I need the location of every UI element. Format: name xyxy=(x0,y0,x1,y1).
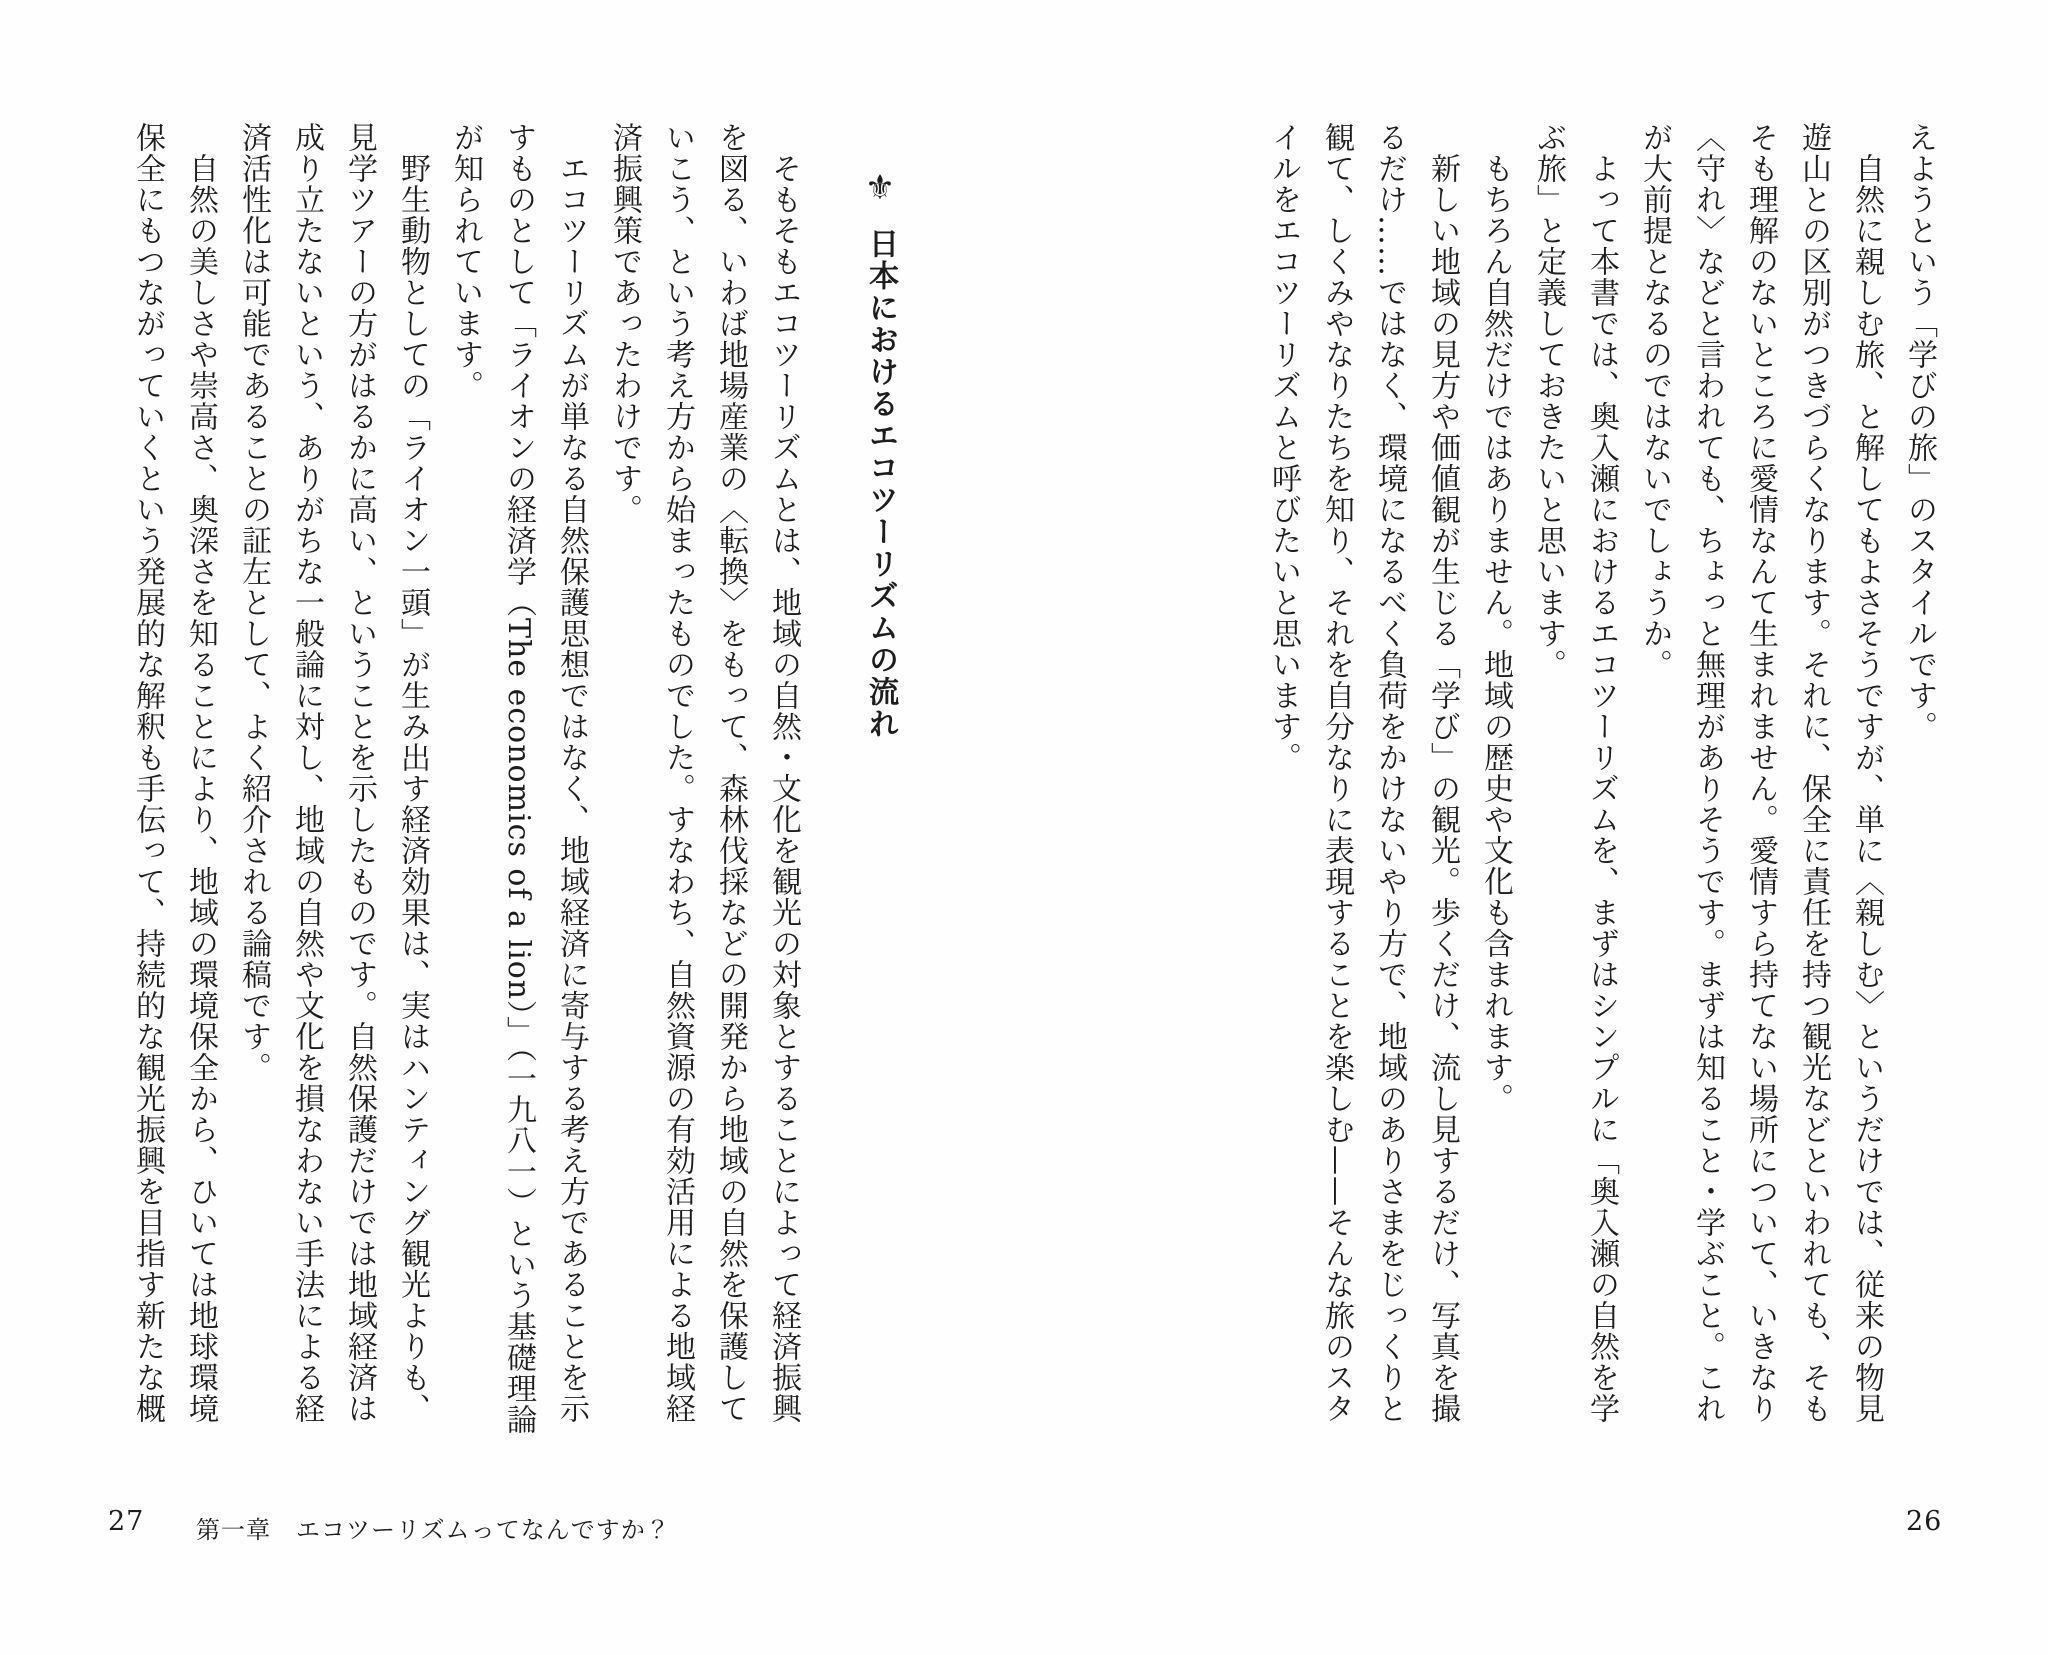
right-page-text-block xyxy=(1256,122,1946,1432)
text-line: 成り立たないという、ありがちな一般論に対し、地域の自然や文化を損なわない手法による経 xyxy=(289,122,324,1424)
text-line: が大前提となるのではないでしょうか。 xyxy=(1637,122,1672,680)
text-line: 自然の美しさや崇高さ、奥深さを知ることにより、地域の環境保全から、ひいては地球環境 xyxy=(183,122,218,1424)
text-line: 保全にもつながっていくという発展的な解釈も手伝って、持続的な観光振興を目指す新たな概 xyxy=(130,122,165,1424)
text-line: もちろん自然だけではありません。地域の歴史や文化も含まれます。 xyxy=(1478,122,1513,1114)
text-line: ぶ旅」と定義しておきたいと思います。 xyxy=(1531,122,1566,680)
page-number-right: 26 xyxy=(1906,1506,1943,1537)
text-line: 済活性化は可能であることの証左として、よく紹介される論稿です。 xyxy=(236,122,271,1083)
text-line: 野生動物としての「ライオン一頭」が生み出す経済効果は、実はハンティング観光よりも、 xyxy=(395,122,430,1424)
text-line: すものとして「ライオンの経済学（The economics of a lion）」（一九八一）という基礎理論 xyxy=(501,122,536,1436)
text-line: 新しい地域の見方や価値観が生じる「学び」の観光。歩くだけ、流し見するだけ、写真を撮 xyxy=(1425,122,1460,1424)
text-line: イルをエコツーリズムと呼びたいと思います。 xyxy=(1266,122,1301,773)
text-line: 〈守れ〉などと言われても、ちょっと無理がありそうです。まずは知ること・学ぶこと。これ xyxy=(1690,122,1725,1424)
text-line: 遊山との区別がつきづらくなります。それに、保全に責任を持つ観光などといわれても、そも xyxy=(1796,122,1831,1424)
text-line: 見学ツアーの方がはるかに高い、ということを示したものです。自然保護だけでは地域経済は xyxy=(342,122,377,1424)
text-line: が知られています。 xyxy=(448,122,483,401)
text-line: よって本書では、奥入瀬におけるエコツーリズムを、まずはシンプルに「奥入瀬の自然を学 xyxy=(1584,122,1619,1424)
fleur-de-lis-icon: ⚜ xyxy=(860,168,900,210)
text-line: えようという「学びの旅」のスタイルです。 xyxy=(1902,122,1937,742)
text-line: 観て、しくみやなりたちを知り、それを自分なりに表現することを楽しむ——そんな旅のスタ xyxy=(1319,122,1354,1424)
footer-chapter-title: 第一章 エコツーリズムってなんですか？ xyxy=(196,1516,671,1544)
text-line: 自然に親しむ旅、と解してもよさそうですが、単に〈親しむ〉というだけでは、従来の物見 xyxy=(1849,122,1884,1424)
text-line: そも理解のないところに愛情なんて生まれません。愛情すら持てない場所について、いきなり xyxy=(1743,122,1778,1424)
left-page-text-block xyxy=(120,122,810,1436)
text-line: エコツーリズムが単なる自然保護思想ではなく、地域経済に寄与する考え方であることを示 xyxy=(554,122,589,1424)
text-line: そもそもエコツーリズムとは、地域の自然・文化を観光の対象とすることによって経済振興 xyxy=(766,122,801,1424)
text-line: を図る、いわば地場産業の〈転換〉をもって、森林伐採などの開発から地域の自然を保護して xyxy=(713,122,748,1424)
text-line: いこう、という考え方から始まったものでした。すなわち、自然資源の有効活用による地域経 xyxy=(660,122,695,1424)
section-header xyxy=(848,168,912,1478)
page-number-left: 27 xyxy=(108,1506,145,1537)
section-title: 日本におけるエコツーリズムの流れ xyxy=(863,228,898,740)
text-line: 済振興策であったわけです。 xyxy=(607,122,642,525)
text-line: るだけ……ではなく、環境になるべく負荷をかけないやり方で、地域のありさまをじっくりと xyxy=(1372,122,1407,1424)
